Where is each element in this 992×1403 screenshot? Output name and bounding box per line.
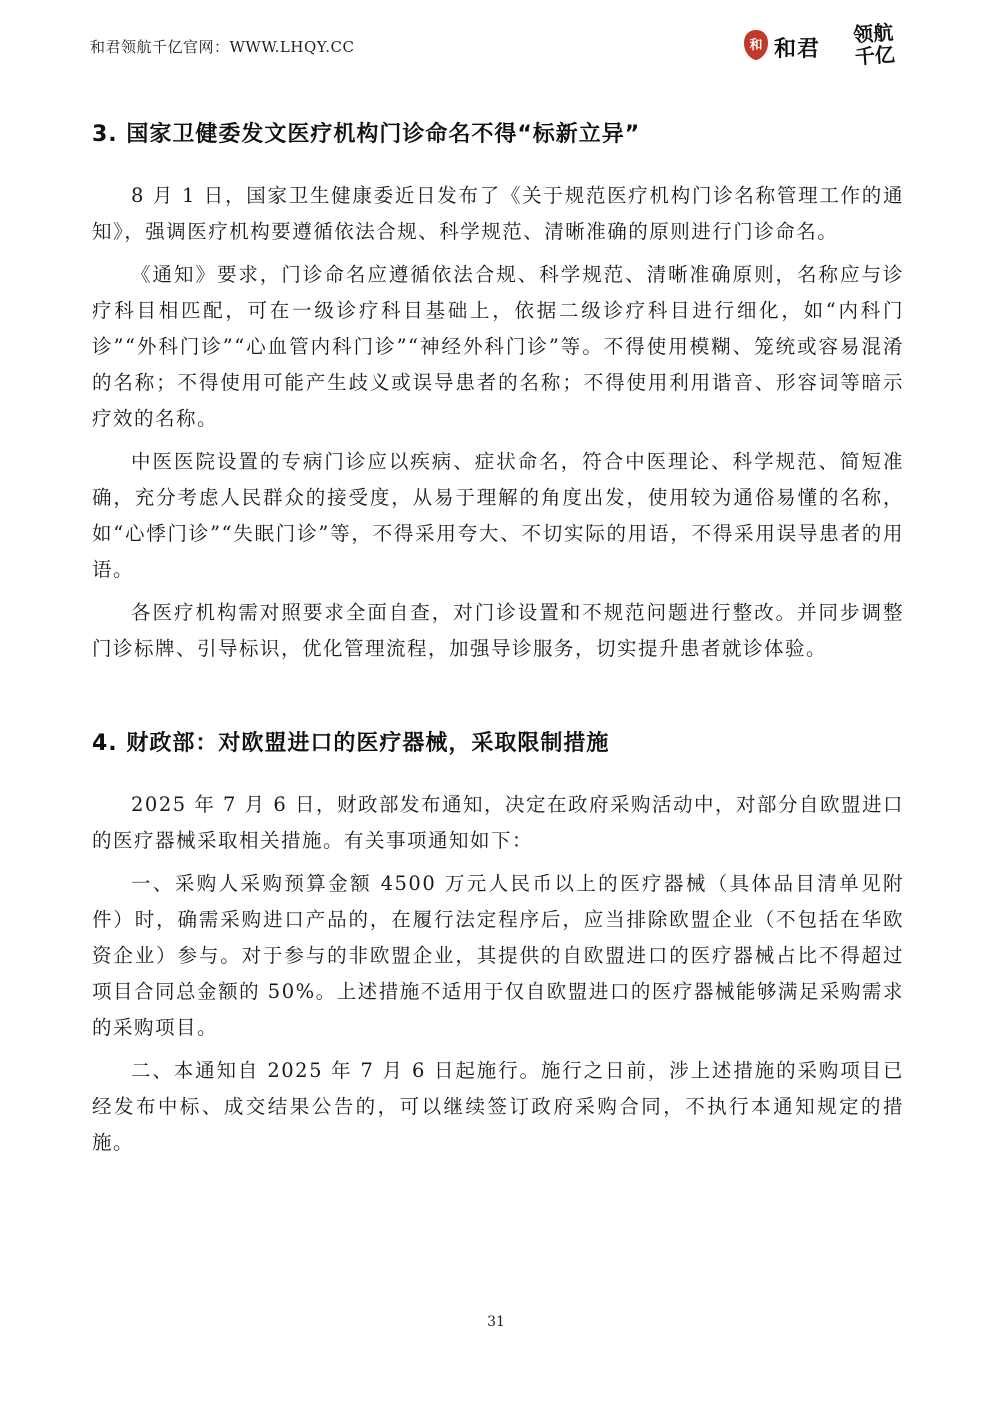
section3-paragraphs: [92, 178, 904, 667]
section3-title: 3. 国家卫健委发文医疗机构门诊命名不得“标新立异”: [92, 122, 641, 147]
seal-char: 和: [749, 38, 763, 53]
section4-paragraph: 二、本通知自 2025 年 7 月 6 日起施行。施行之日前，涉上述措施的采购项目已经发布中标、成交结果公告的，可以继续签订政府采购合同，不执行本通知规定的措施。: [92, 1059, 904, 1154]
section3-paragraph: 8 月 1 日，国家卫生健康委近日发布了《关于规范医疗机构门诊名称管理工作的通知》，强调医疗机构要遵循依法合规、科学规范、清晰准确的原则进行门诊命名。: [92, 184, 904, 243]
section4-title: 4. 财政部：对欧盟进口的医疗器械，采取限制措施: [92, 731, 610, 756]
section3-paragraph: 《通知》要求，门诊命名应遵循依法合规、科学规范、清晰准确原则，名称应与诊疗科目相匹配，可在一级诊疗科目基础上，依据二级诊疗科目进行细化，如“内科门诊”“外科门诊”“心血管内科门诊”“神经外科门诊”等。不得使用模糊、笼统或容易混淆的名称；不得使用可能产生歧义或误导患者的名称；不得使用利用谐音、形容词等暗示疗效的名称。: [92, 263, 904, 430]
brand-logo: [742, 22, 902, 72]
section4-paragraph: 2025 年 7 月 6 日，财政部发布通知，决定在政府采购活动中，对部分自欧盟进口的医疗器械采取相关措施。有关事项通知如下：: [92, 793, 904, 852]
section4-paragraph: 一、采购人采购预算金额 4500 万元人民币以上的医疗器械（具体品目清单见附件）时，确需采购进口产品的，在履行法定程序后，应当排除欧盟企业（不包括在华欧资企业）参与。对于参与的非欧盟企业，其提供的自欧盟进口的医疗器械占比不得超过项目合同总金额的 50%。上述措施不适用于仅自欧盟进口的医疗器械能够满足采购需求的采购项目。: [92, 872, 904, 1039]
page-header: [90, 22, 902, 72]
section3-paragraph: 各医疗机构需对照要求全面自查，对门诊设置和不规范问题进行整改。并同步调整门诊标牌、引导标识，优化管理流程，加强导诊服务，切实提升患者就诊体验。: [92, 601, 904, 660]
section3-paragraph: 中医医院设置的专病门诊应以疾病、症状命名，符合中医理论、科学规范、简短准确，充分考虑人民群众的接受度，从易于理解的角度出发，使用较为通俗易懂的名称，如“心悸门诊”“失眠门诊”等，不得采用夸大、不切实际的用语，不得采用误导患者的用语。: [92, 450, 904, 581]
logo-slogan: [853, 20, 910, 68]
section4-paragraphs: [92, 787, 904, 1161]
header-site-text: 和君领航千亿官网：WWW.LHQY.CC: [90, 38, 355, 56]
seal-icon: [742, 28, 770, 62]
logo-slogan-line1: 领航: [852, 20, 895, 47]
page-number: 31: [487, 1314, 505, 1330]
logo-slogan-line2: 千亿: [853, 42, 896, 69]
document-body: [92, 120, 904, 1161]
logo-brand-text: 和君: [774, 37, 821, 62]
